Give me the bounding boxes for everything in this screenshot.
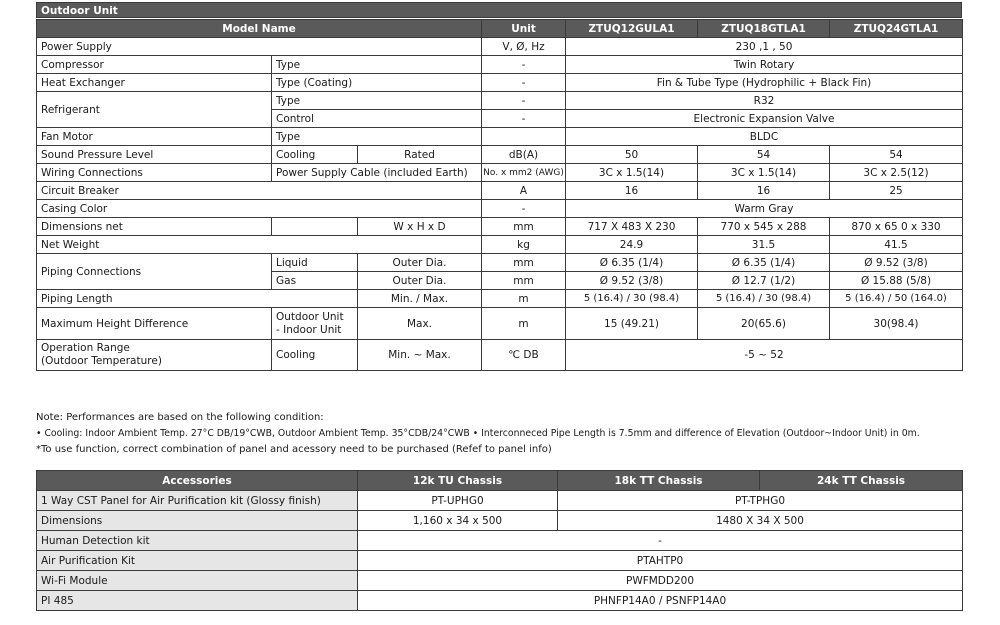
- unit-cell: V, Ø, Hz: [482, 38, 566, 56]
- value-cell: 870 x 65 0 x 330: [830, 218, 963, 236]
- sub-label: Type: [272, 128, 482, 146]
- value-cell: Ø 12.7 (1/2): [698, 272, 830, 290]
- value-cell: 770 x 545 x 288: [698, 218, 830, 236]
- header-chassis-12k: 12k TU Chassis: [358, 471, 558, 491]
- accessory-value: PWFMDD200: [358, 571, 963, 591]
- unit-cell: -: [482, 110, 566, 128]
- accessory-label: Dimensions: [37, 511, 358, 531]
- unit-cell: mm: [482, 272, 566, 290]
- value-cell: 230 ,1 , 50: [566, 38, 963, 56]
- accessory-value: 1480 X 34 X 500: [558, 511, 963, 531]
- value-cell: 16: [566, 182, 698, 200]
- accessory-label: PI 485: [37, 591, 358, 611]
- row-label: Sound Pressure Level: [37, 146, 272, 164]
- value-cell: 3C x 1.5(14): [698, 164, 830, 182]
- sub-label: Liquid: [272, 254, 358, 272]
- value-cell: Ø 9.52 (3/8): [566, 272, 698, 290]
- accessories-table: [36, 470, 963, 611]
- unit-cell: mm: [482, 218, 566, 236]
- condition-cell: Min. ~ Max.: [358, 340, 482, 371]
- value-cell: 20(65.6): [698, 308, 830, 340]
- row-label: Circuit Breaker: [37, 182, 482, 200]
- sub-label: Power Supply Cable (included Earth): [272, 164, 482, 182]
- row-label: Refrigerant: [37, 92, 272, 128]
- value-cell: Ø 9.52 (3/8): [830, 254, 963, 272]
- header-chassis-24k: 24k TT Chassis: [760, 471, 963, 491]
- value-cell: 3C x 2.5(12): [830, 164, 963, 182]
- condition-cell: W x H x D: [358, 218, 482, 236]
- unit-cell: m: [482, 308, 566, 340]
- row-label: Maximum Height Difference: [37, 308, 272, 340]
- condition-cell: Outer Dia.: [358, 254, 482, 272]
- row-label-line-2: (Outdoor Temperature): [41, 355, 162, 367]
- value-cell: 30(98.4): [830, 308, 963, 340]
- sub-label: Cooling: [272, 146, 358, 164]
- value-cell: Fin & Tube Type (Hydrophilic + Black Fin): [566, 74, 963, 92]
- row-label: Net Weight: [37, 236, 482, 254]
- row-label: Heat Exchanger: [37, 74, 272, 92]
- condition-cell: Min. / Max.: [358, 290, 482, 308]
- sub-label: [272, 308, 358, 340]
- outdoor-unit-spec-table: [36, 19, 963, 371]
- value-cell: BLDC: [566, 128, 963, 146]
- value-cell: 54: [698, 146, 830, 164]
- unit-cell: A: [482, 182, 566, 200]
- value-cell: Warm Gray: [566, 200, 963, 218]
- value-cell: Ø 6.35 (1/4): [698, 254, 830, 272]
- row-label: Fan Motor: [37, 128, 272, 146]
- note-line-3: *To use function, correct combination of panel and acessory need to be purchased (Refef to panel info): [36, 444, 552, 455]
- value-cell: 3C x 1.5(14): [566, 164, 698, 182]
- note-line-1: Note: Performances are based on the following condition:: [36, 412, 324, 423]
- sub-label: Type: [272, 56, 482, 74]
- unit-cell: [482, 128, 566, 146]
- value-cell: Ø 15.88 (5/8): [830, 272, 963, 290]
- sub-label: Control: [272, 110, 482, 128]
- value-cell: 5 (16.4) / 50 (164.0): [830, 290, 963, 308]
- condition-cell: Rated: [358, 146, 482, 164]
- accessory-value: PTAHTP0: [358, 551, 963, 571]
- value-cell: R32: [566, 92, 963, 110]
- row-label: Dimensions net: [37, 218, 272, 236]
- row-label: Power Supply: [37, 38, 482, 56]
- value-cell: 25: [830, 182, 963, 200]
- condition-cell: Outer Dia.: [358, 272, 482, 290]
- accessory-label: Human Detection kit: [37, 531, 358, 551]
- value-cell: 50: [566, 146, 698, 164]
- value-cell: 5 (16.4) / 30 (98.4): [566, 290, 698, 308]
- row-label-line-1: Operation Range: [41, 342, 130, 354]
- unit-cell: -: [482, 200, 566, 218]
- row-label: Wiring Connections: [37, 164, 272, 182]
- accessory-label: 1 Way CST Panel for Air Purification kit (Glossy finish): [37, 491, 358, 511]
- note-line-2: • Cooling: Indoor Ambient Temp. 27°C DB/19°CWB, Outdoor Ambient Temp. 35°CDB/24°CWB • Interconneced Pipe Length is 7.5mm and difference of Elevation (Outdoor~Indoor Unit) in 0m.: [36, 428, 920, 439]
- accessory-value: 1,160 x 34 x 500: [358, 511, 558, 531]
- header-model-name: Model Name: [37, 20, 482, 38]
- unit-cell: -: [482, 74, 566, 92]
- value-cell: 31.5: [698, 236, 830, 254]
- value-cell: 717 X 483 X 230: [566, 218, 698, 236]
- accessory-value: -: [358, 531, 963, 551]
- value-cell: 54: [830, 146, 963, 164]
- row-label: Compressor: [37, 56, 272, 74]
- accessory-value: PT-TPHG0: [558, 491, 963, 511]
- header-model-2: ZTUQ18GTLA1: [698, 20, 830, 38]
- sub-label: Type (Coating): [272, 74, 482, 92]
- unit-cell: m: [482, 290, 566, 308]
- header-unit: Unit: [482, 20, 566, 38]
- unit-cell: kg: [482, 236, 566, 254]
- header-chassis-18k: 18k TT Chassis: [558, 471, 760, 491]
- unit-cell: mm: [482, 254, 566, 272]
- condition-cell: Max.: [358, 308, 482, 340]
- section-title-outdoor-unit: Outdoor Unit: [36, 2, 962, 18]
- sub-label-line-2: - Indoor Unit: [276, 323, 342, 336]
- sub-label-line-1: Outdoor Unit: [276, 310, 344, 323]
- accessory-label: Air Purification Kit: [37, 551, 358, 571]
- row-label: Piping Length: [37, 290, 358, 308]
- unit-cell: No. x mm2 (AWG): [482, 164, 566, 182]
- header-model-3: ZTUQ24GTLA1: [830, 20, 963, 38]
- row-label: [37, 340, 272, 371]
- sub-label: Gas: [272, 272, 358, 290]
- sub-label: Cooling: [272, 340, 358, 371]
- value-cell: 24.9: [566, 236, 698, 254]
- value-cell: 5 (16.4) / 30 (98.4): [698, 290, 830, 308]
- accessory-value: PT-UPHG0: [358, 491, 558, 511]
- value-cell: 41.5: [830, 236, 963, 254]
- header-accessories: Accessories: [37, 471, 358, 491]
- row-label: Casing Color: [37, 200, 482, 218]
- value-cell: -5 ~ 52: [566, 340, 963, 371]
- unit-cell: dB(A): [482, 146, 566, 164]
- unit-cell: ℃ DB: [482, 340, 566, 371]
- value-cell: 16: [698, 182, 830, 200]
- sub-label: [272, 218, 358, 236]
- unit-cell: -: [482, 56, 566, 74]
- value-cell: Electronic Expansion Valve: [566, 110, 963, 128]
- value-cell: Twin Rotary: [566, 56, 963, 74]
- accessory-label: Wi-Fi Module: [37, 571, 358, 591]
- value-cell: 15 (49.21): [566, 308, 698, 340]
- sub-label: Type: [272, 92, 482, 110]
- unit-cell: -: [482, 92, 566, 110]
- header-model-1: ZTUQ12GULA1: [566, 20, 698, 38]
- value-cell: Ø 6.35 (1/4): [566, 254, 698, 272]
- accessory-value: PHNFP14A0 / PSNFP14A0: [358, 591, 963, 611]
- row-label: Piping Connections: [37, 254, 272, 290]
